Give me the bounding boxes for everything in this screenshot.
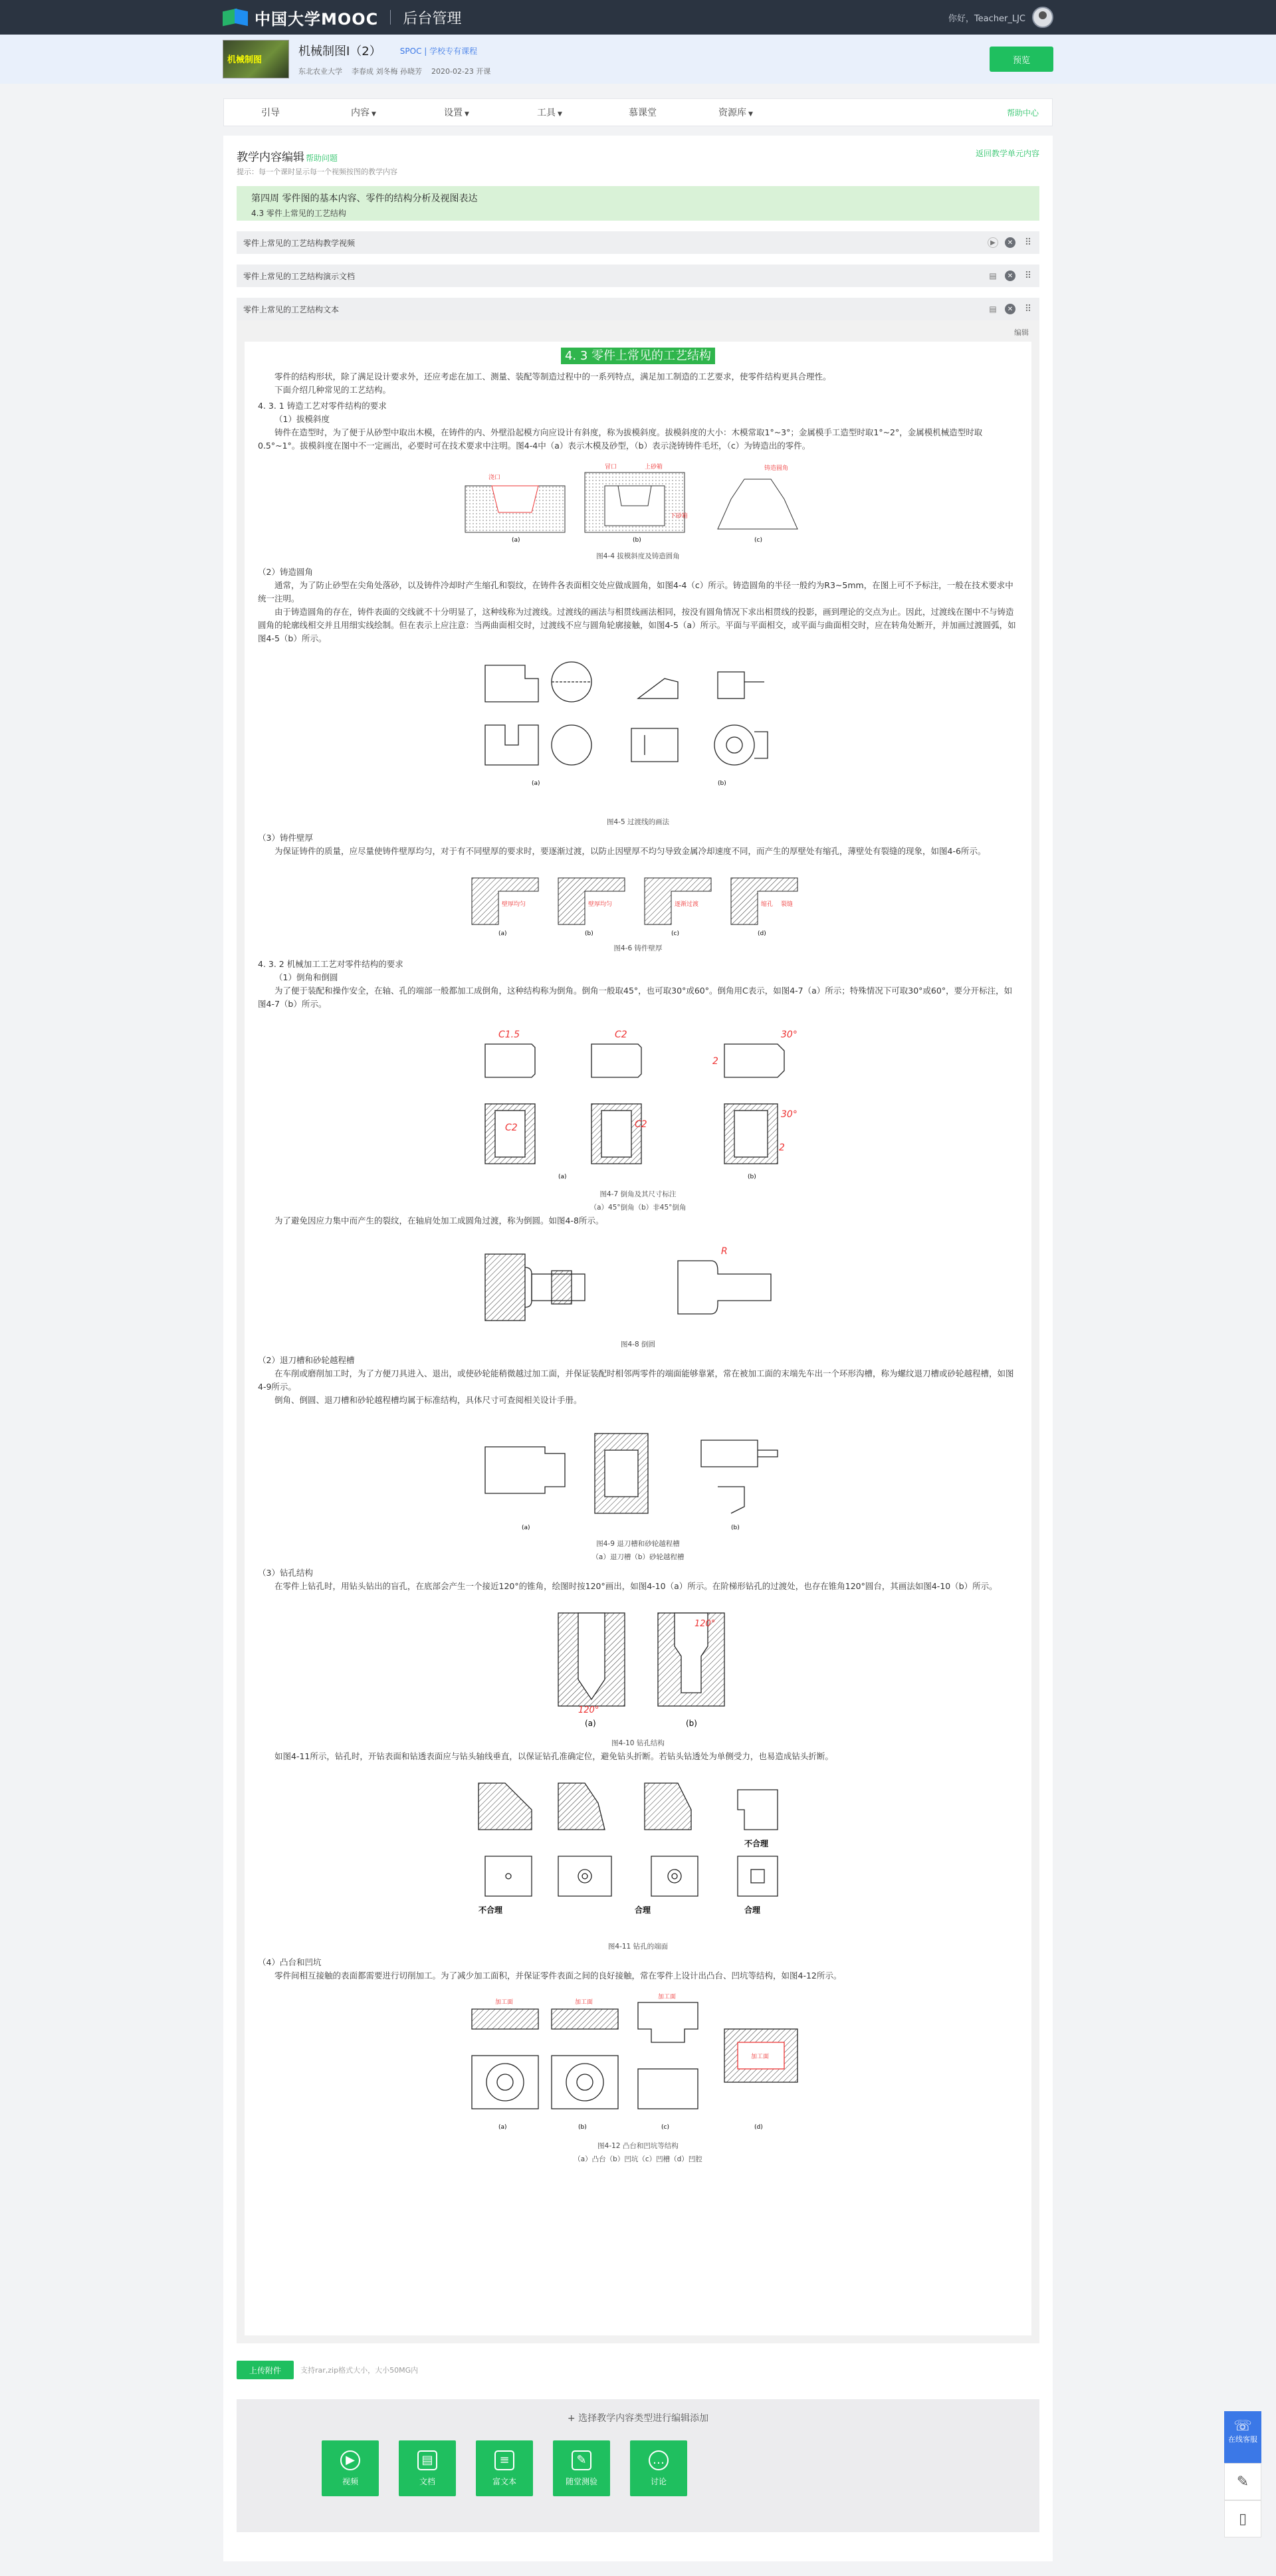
dim-30-deg: 30°: [781, 1109, 798, 1120]
nav-content[interactable]: [317, 106, 410, 119]
unit-row-text[interactable]: [237, 298, 1039, 320]
label-a: (a): [498, 2124, 507, 2131]
dim-2: 2: [712, 1056, 718, 1067]
label-b: (b): [578, 2124, 587, 2131]
figure-caption: 图4-5 过渡线的画法: [607, 818, 669, 826]
chevron-down-icon: ▼: [465, 111, 469, 118]
label-sand: 浇口: [488, 475, 501, 481]
unit-title: 零件上常见的工艺结构文本: [243, 304, 340, 314]
quiz-icon: ✎: [572, 2450, 591, 2470]
label-c: (c): [661, 2124, 669, 2131]
preview-button[interactable]: 预览: [990, 47, 1053, 72]
doc-paragraph: 下面介绍几种常见的工艺结构。: [274, 385, 391, 395]
document-icon: ▤: [417, 2450, 437, 2470]
nav-mooc-classroom[interactable]: [596, 106, 689, 119]
doc-heading: 4. 3. 2 机械加工工艺对零件结构的要求: [258, 959, 403, 969]
chevron-down-icon: ▼: [558, 111, 562, 118]
figure-caption: 图4-12 凸台和凹坑等结构: [597, 2142, 679, 2150]
label-uniform-wall: 壁厚均匀: [502, 901, 526, 908]
doc-paragraph: 为了避免因应力集中而产生的裂纹，在轴肩处加工成圆角过渡，称为倒圆。如图4-8所示。: [274, 1216, 604, 1226]
dim-c2: C2: [505, 1123, 518, 1133]
add-rich-text-button[interactable]: [476, 2440, 533, 2496]
help-center-link[interactable]: 帮助中心: [1006, 108, 1039, 118]
brand-name: 中国大学MOOC: [255, 9, 379, 29]
figure-4-5: [465, 652, 811, 811]
phone-icon: ▯: [1238, 2510, 1247, 2527]
course-type-tag: SPOC | 学校专有课程: [399, 46, 478, 56]
label-a: (a): [558, 1174, 567, 1180]
doc-subheading: （1）拔模斜度: [274, 414, 330, 424]
back-to-units-link[interactable]: 返回教学单元内容: [975, 149, 1039, 158]
course-teachers: 李春成 刘冬梅 孙晓芳: [352, 67, 422, 76]
dim-c2: C2: [635, 1119, 647, 1130]
add-quiz-label: 随堂测验: [565, 2476, 597, 2486]
chevron-down-icon: ▼: [748, 111, 753, 118]
edit-link[interactable]: 编辑: [1014, 328, 1029, 337]
label-shrink: 缩孔: [761, 901, 774, 908]
course-start-date: 2020-02-23 开课: [431, 67, 491, 76]
doc-title: 4. 3 零件上常见的工艺结构: [561, 348, 715, 364]
label-d: (d): [754, 2124, 763, 2131]
doc-subheading: （3）钻孔结构: [258, 1568, 313, 1578]
logo-mark-icon: [223, 7, 249, 27]
upload-hint: 支持rar,zip格式大小，大小50MG内: [300, 2366, 419, 2375]
label-riser: 冒口: [605, 464, 617, 471]
nav-resources-label: 资源库: [718, 108, 747, 118]
rich-text-body: [245, 342, 1031, 2335]
mobile-app-button[interactable]: [1224, 2500, 1261, 2537]
unit-row-video[interactable]: [237, 231, 1039, 254]
label-machined-surface: 加工面: [495, 1999, 514, 2006]
label-a: (a): [532, 780, 540, 787]
doc-paragraph: 为了便于装配和操作安全，在轴、孔的端部一般都加工成倒角，这种结构称为倒角。倒角一般取45°，也可取30°或60°。倒角用C表示，如图4-7（a）所示；特殊情况下可取30°或60°，要分开标注，如图4-7（b）所示。: [258, 986, 1013, 1009]
rich-text-panel: [237, 320, 1039, 2343]
label-c: (c): [671, 930, 679, 937]
label-a: (a): [522, 1525, 530, 1531]
nav-tools-label: 工具: [537, 108, 556, 118]
course-thumbnail: [223, 40, 289, 78]
page-title: [237, 148, 397, 164]
label-b: (b): [718, 780, 726, 787]
label-gradual: 逐渐过渡: [675, 901, 699, 908]
help-question-link[interactable]: 帮助问题: [306, 154, 338, 163]
figure-caption: 图4-7 倒角及其尺寸标注: [599, 1190, 677, 1198]
figure-caption: 图4-8 倒圆: [621, 1341, 655, 1348]
figure-caption: 图4-9 退刀槽和砂轮越程槽: [596, 1540, 680, 1548]
page-title-text: 教学内容编辑: [237, 151, 304, 164]
drag-handle-icon[interactable]: ⠿: [1024, 237, 1031, 248]
dim-c1-5: C1.5: [498, 1029, 520, 1040]
add-discussion-label: 讨论: [650, 2476, 667, 2486]
doc-paragraph: 为保证铸件的质量，应尽量使铸件壁厚均匀，对于有不同壁厚的要求时，要逐渐过渡，以防止因壁厚不均匀导致金属冷却速度不同，而产生的厚壁处有缩孔，薄壁处有裂缝的现象，如图4-6所示。: [274, 846, 986, 856]
label-uniform-wall: 壁厚均匀: [588, 901, 613, 908]
doc-paragraph: 在车削或磨削加工时，为了方便刀具进入、退出，或使砂轮能稍微越过加工面，并保证装配时相邻两零件的端面能够靠紧，常在被加工面的末端先车出一个环形沟槽，称为螺纹退刀槽或砂轮越程槽，如图4-9所示。: [258, 1368, 1014, 1392]
dim-r: R: [721, 1246, 728, 1257]
figure-4-11: [465, 1770, 811, 1936]
doc-paragraph: 由于铸造圆角的存在，铸件表面的交线就不十分明显了，这种线称为过渡线。过渡线的画法与相贯线画法相同，按没有圆角情况下求出相贯线的投影，画到理论的交点为止。因此，过渡线在图中不与铸造圆角的轮廓线相交并且用细实线绘制。但在表示上应注意：当两曲面相交时，过渡线不应与圆角轮廓接触，如图4-5（a）所示。平面与平面相交，或平面与曲面相交时，应在转角处断开，并加画过渡圆弧，如图4-5（b）所示。: [258, 607, 1016, 643]
nav-guide-label: 引导: [261, 108, 280, 118]
label-unreasonable: 不合理: [744, 1839, 769, 1848]
online-service-label: 在线客服: [1228, 2435, 1257, 2444]
add-content-panel: [237, 2399, 1039, 2532]
video-icon[interactable]: ▶: [988, 237, 998, 248]
delete-icon[interactable]: ✕: [1005, 270, 1015, 281]
label-a: (a): [512, 537, 520, 544]
nav-content-label: 内容: [351, 108, 370, 118]
nav-resources[interactable]: [689, 106, 782, 119]
chapter-header: [237, 186, 1039, 221]
label-a: (a): [498, 930, 507, 937]
add-video-button[interactable]: [322, 2440, 379, 2496]
doc-heading: 4. 3. 1 铸造工艺对零件结构的要求: [258, 401, 387, 411]
doc-paragraph: 铸件在造型时，为了便于从砂型中取出木模，在铸件的内、外壁沿起模方向应设计有斜度，称为拔模斜度。拔模斜度的大小：木模常取1°~3°；金属模手工造型时取1°~2°，金属模机械造型时取0.5°~1°。拔模斜度在图中不一定画出，必要时可在技术要求中注明。图4-4中（a）表示木模及砂型，（b）表示浇铸铸件毛坯，（c）为铸造出的零件。: [258, 427, 983, 451]
label-machined-surface: 加工面: [575, 1999, 593, 2006]
chapter-title: 第四周 零件图的基本内容、零件的结构分析及视图表达: [251, 193, 478, 204]
doc-paragraph: 零件的结构形状，除了满足设计要求外，还应考虑在加工、测量、装配等制造过程中的一系列特点，满足加工制造的工艺要求，使零件结构更具合理性。: [274, 372, 831, 381]
add-video-label: 视频: [342, 2476, 358, 2486]
user-greeting[interactable]: 你好，Teacher_LJC: [948, 13, 1025, 24]
label-d: (d): [758, 930, 766, 937]
unit-row-document[interactable]: [237, 265, 1039, 287]
course-info: [298, 42, 490, 76]
rich-text-icon[interactable]: ▤: [989, 304, 997, 314]
doc-paragraph: 如图4-11所示，钻孔时，开钻表面和钻透表面应与钻头轴线垂直，以保证钻孔准确定位，避免钻头折断。若钻头钻透处为单侧受力，也易造成钻头折断。: [274, 1751, 833, 1761]
doc-paragraph: 通常，为了防止砂型在尖角处落砂，以及铸件冷却时产生缩孔和裂纹，在铸件各表面相交处应做成圆角，如图4-4（c）所示。铸造圆角的半径一般约为R3~5mm，在图上可不予标注，一般在技术要求中统一注明。: [258, 580, 1013, 603]
dim-c2: C2: [615, 1029, 627, 1040]
pencil-icon: ✎: [1236, 2473, 1249, 2490]
figure-4-8: [459, 1234, 817, 1334]
figure-caption-sub: （a）凸台（b）凹坑（c）凹槽（d）凹腔: [574, 2155, 702, 2163]
delete-icon[interactable]: ✕: [1005, 237, 1015, 248]
label-core: 下砂箱: [670, 513, 689, 520]
unit-title: 零件上常见的工艺结构教学视频: [243, 238, 356, 248]
label-c: (c): [754, 537, 762, 544]
course-banner: [0, 35, 1276, 84]
label-b: (b): [585, 930, 593, 937]
attachment-row: [237, 2361, 1039, 2379]
feedback-button[interactable]: [1224, 2463, 1261, 2500]
label-b: (b): [731, 1525, 740, 1531]
document-icon[interactable]: ▤: [989, 271, 997, 280]
figure-caption-sub: （a）45°倒角（b）非45°倒角: [589, 1204, 687, 1212]
label-b: (b): [633, 537, 641, 544]
doc-subheading: （1）倒角和倒圆: [274, 972, 338, 982]
add-content-title: + 选择教学内容类型进行编辑添加: [567, 2413, 709, 2424]
dim-120-deg: 120°: [578, 1705, 599, 1715]
figure-caption: 图4-10 钻孔结构: [611, 1739, 665, 1747]
course-nav: [223, 98, 1053, 126]
add-quiz-button[interactable]: [553, 2440, 610, 2496]
figure-4-7: [465, 1018, 811, 1184]
label-mould: 上砂箱: [645, 464, 663, 471]
figure-4-6: [459, 865, 817, 938]
doc-subheading: （2）铸造圆角: [258, 567, 313, 577]
nav-tools[interactable]: [503, 106, 596, 119]
section-title: 4.3 零件上常见的工艺结构: [251, 209, 346, 218]
page-hint: 提示：每一个课时显示每一个视频按图的教学内容: [237, 167, 397, 176]
course-title: 机械制图Ⅰ（2）: [298, 45, 381, 58]
label-reasonable: 合理: [744, 1905, 761, 1915]
doc-paragraph: 零件间相互接触的表面都需要进行切削加工。为了减少加工面积，并保证零件表面之间的良好接触，常在零件上设计出凸台、凹坑等结构，如图4-12所示。: [274, 1971, 842, 1981]
figure-caption: 图4-11 钻孔的端面: [607, 1943, 669, 1951]
label-b: (b): [686, 1719, 697, 1728]
add-rich-text-label: 富文本: [492, 2476, 516, 2486]
upload-attachment-button[interactable]: 上传附件: [237, 2361, 294, 2379]
doc-subheading: （4）凸台和凹坑: [258, 1957, 322, 1967]
dim-120-deg: 120°: [694, 1619, 716, 1629]
label-casting-round: 铸造圆角: [764, 465, 789, 472]
drag-handle-icon[interactable]: ⠿: [1024, 304, 1031, 314]
course-thumbnail-text: 机械制图: [227, 55, 263, 65]
delete-icon[interactable]: ✕: [1005, 304, 1015, 314]
dim-2: 2: [779, 1142, 785, 1153]
figure-caption-sub: （a）退刀槽（b）砂轮越程槽: [591, 1553, 685, 1561]
content-editor: [223, 136, 1053, 2561]
label-machined-surface: 加工面: [751, 2054, 770, 2060]
unit-title: 零件上常见的工艺结构演示文档: [243, 271, 356, 281]
chat-bubble-icon: …: [649, 2450, 669, 2470]
add-document-label: 文档: [419, 2476, 435, 2486]
online-service-button[interactable]: [1224, 2411, 1261, 2463]
label-machined-surface: 加工面: [658, 1994, 677, 2000]
play-icon: ▶: [340, 2450, 360, 2470]
nav-mooc-classroom-label: 慕课堂: [629, 108, 657, 118]
user-avatar[interactable]: [1032, 7, 1053, 28]
figure-caption: 图4-4 拔模斜度及铸造圆角: [596, 552, 680, 560]
chevron-down-icon: ▼: [372, 111, 376, 118]
doc-paragraph: 倒角、倒圆、退刀槽和砂轮越程槽均属于标准结构，具体尺寸可查阅相关设计手册。: [274, 1395, 582, 1405]
drag-handle-icon[interactable]: ⠿: [1024, 270, 1031, 281]
logo-divider: [390, 10, 391, 25]
add-document-button[interactable]: [399, 2440, 456, 2496]
side-toolbar: [1224, 2411, 1261, 2537]
dim-30-deg: 30°: [781, 1029, 798, 1040]
top-header: [0, 0, 1276, 35]
figure-4-10: [532, 1600, 744, 1733]
doc-subheading: （2）退刀槽和砂轮越程槽: [258, 1355, 355, 1365]
headset-icon: ☏: [1233, 2418, 1252, 2434]
figure-4-12: [459, 1989, 817, 2135]
add-discussion-button[interactable]: [630, 2440, 687, 2496]
figure-4-9: [465, 1414, 811, 1533]
doc-subheading: （3）铸件壁厚: [258, 833, 313, 843]
doc-paragraph: 在零件上钻孔时，用钻头钻出的盲孔，在底部会产生一个接近120°的锥角，绘图时按120°画出，如图4-10（a）所示。在阶梯形钻孔的过渡处，也存在锥角120°圆台，其画法如图4-10（b）所示。: [274, 1581, 998, 1591]
label-b: (b): [748, 1174, 756, 1180]
label-a: (a): [585, 1719, 596, 1728]
figure-caption: 图4-6 铸件壁厚: [613, 944, 663, 952]
nav-settings-label: 设置: [444, 108, 463, 118]
label-reasonable: 合理: [635, 1905, 651, 1915]
nav-settings[interactable]: [410, 106, 503, 119]
mooc-logo[interactable]: [223, 6, 461, 29]
label-crack: 裂缝: [781, 901, 794, 908]
course-school: 东北农业大学: [298, 67, 342, 76]
figure-4-4: [452, 459, 824, 546]
rich-text-icon: ≡: [494, 2450, 514, 2470]
admin-title: 后台管理: [403, 10, 462, 27]
label-unreasonable: 不合理: [478, 1905, 503, 1915]
nav-guide[interactable]: [224, 106, 317, 119]
